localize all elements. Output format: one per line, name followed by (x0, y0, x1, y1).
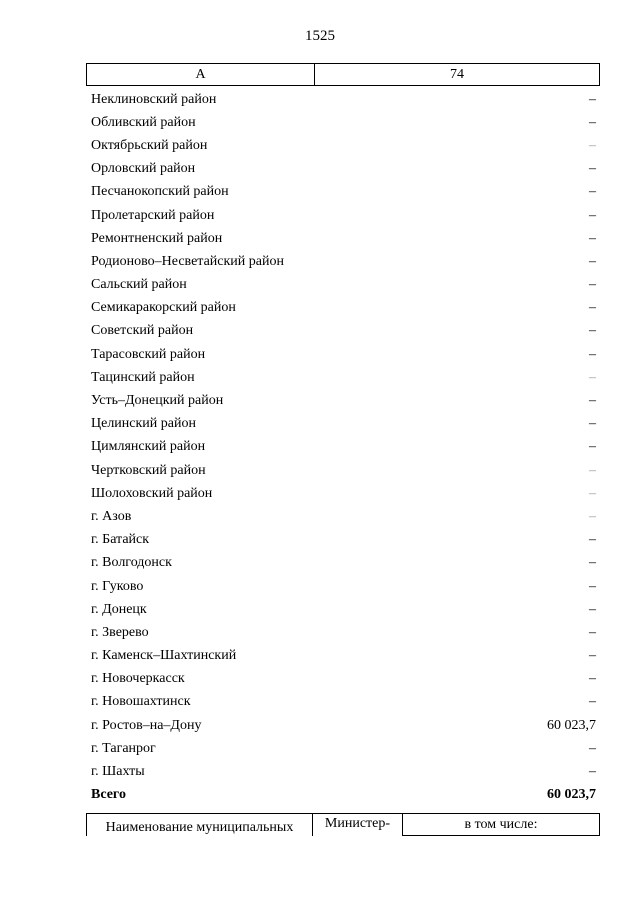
table-row (86, 111, 600, 134)
table-row (86, 645, 600, 668)
row-value: – (589, 601, 596, 617)
row-value: – (589, 671, 596, 687)
row-name: Ремонтненский район (91, 230, 223, 246)
row-name: Целинский район (91, 416, 196, 432)
table-row (86, 575, 600, 598)
municipal-names-header: Наименование муниципальных (86, 814, 313, 836)
row-value: – (589, 207, 596, 223)
row-name: Цимлянский район (91, 439, 206, 455)
row-name: Семикаракорский район (91, 300, 236, 316)
row-value: – (589, 137, 596, 153)
row-name: Усть–Донецкий район (91, 393, 224, 409)
table-row (86, 552, 600, 575)
table-row (86, 760, 600, 783)
row-value: – (589, 253, 596, 269)
table-row (86, 482, 600, 505)
column-header-74: 74 (450, 66, 464, 82)
table-row (86, 436, 600, 459)
table-row (86, 181, 600, 204)
row-value: – (589, 532, 596, 548)
table-row (86, 320, 600, 343)
row-value: – (589, 393, 596, 409)
row-value: – (589, 300, 596, 316)
row-name: г. Новочеркасск (91, 671, 185, 687)
row-value: – (589, 161, 596, 177)
row-name: Обливский район (91, 114, 196, 130)
row-value: – (589, 91, 596, 107)
row-value: – (589, 462, 596, 478)
row-name: г. Гуково (91, 578, 144, 594)
row-name: г. Батайск (91, 532, 150, 548)
table-row (86, 366, 600, 389)
row-value: – (589, 184, 596, 200)
table-row (86, 691, 600, 714)
row-name: г. Таганрог (91, 740, 156, 756)
row-name: г. Каменск–Шахтинский (91, 648, 237, 664)
table-row (86, 343, 600, 366)
table-row (86, 297, 600, 320)
row-value: – (589, 578, 596, 594)
column-header-row (86, 63, 600, 86)
table-row (86, 204, 600, 227)
table-row (86, 621, 600, 644)
row-name: Пролетарский район (91, 207, 215, 223)
table-row (86, 529, 600, 552)
row-value: – (589, 277, 596, 293)
page-number: 1525 (305, 28, 335, 44)
row-name: г. Донецк (91, 601, 147, 617)
table-row (86, 274, 600, 297)
table-row (86, 88, 600, 111)
row-value: – (589, 764, 596, 780)
row-value: – (589, 346, 596, 362)
row-name: Родионово–Несветайский район (91, 253, 284, 269)
total-value: 60 023,7 (547, 787, 596, 803)
row-name: г. Зверево (91, 624, 149, 640)
table-row (86, 134, 600, 157)
row-name: Чертковский район (91, 462, 206, 478)
total-label: Всего (91, 787, 126, 803)
row-name: Шолоховский район (91, 485, 213, 501)
row-name: Советский район (91, 323, 194, 339)
table-row (86, 714, 600, 737)
row-name: Тарасовский район (91, 346, 206, 362)
row-name: Октябрьский район (91, 137, 208, 153)
table-row (86, 413, 600, 436)
table-row (86, 389, 600, 412)
row-value: – (589, 740, 596, 756)
including-header: в том числе: (403, 814, 600, 836)
row-value: – (589, 369, 596, 385)
row-name: Орловский район (91, 161, 196, 177)
row-name: Песчанокопский район (91, 184, 229, 200)
row-value: – (589, 648, 596, 664)
table-row (86, 227, 600, 250)
row-name: г. Волгодонск (91, 555, 172, 571)
total-row (86, 784, 600, 807)
table-body (86, 88, 600, 807)
table-row (86, 668, 600, 691)
row-value: – (589, 485, 596, 501)
table-row (86, 158, 600, 181)
row-name: Тацинский район (91, 369, 195, 385)
row-value: – (589, 416, 596, 432)
row-name: Неклиновский район (91, 91, 217, 107)
row-value: 60 023,7 (547, 717, 596, 733)
row-name: г. Новошахтинск (91, 694, 191, 710)
row-name: Сальский район (91, 277, 187, 293)
row-value: – (589, 624, 596, 640)
row-name: г. Азов (91, 508, 132, 524)
table-row (86, 737, 600, 760)
table-row (86, 505, 600, 528)
table-row (86, 598, 600, 621)
column-header-a: А (87, 64, 315, 85)
ministry-header: Министер- (313, 814, 403, 836)
row-value: – (589, 694, 596, 710)
row-value: – (589, 508, 596, 524)
row-value: – (589, 230, 596, 246)
row-value: – (589, 555, 596, 571)
row-value: – (589, 114, 596, 130)
row-name: г. Ростов–на–Дону (91, 717, 202, 733)
next-table-header (86, 813, 600, 836)
table-row (86, 459, 600, 482)
row-value: – (589, 323, 596, 339)
row-value: – (589, 439, 596, 455)
row-name: г. Шахты (91, 764, 145, 780)
table-row (86, 250, 600, 273)
